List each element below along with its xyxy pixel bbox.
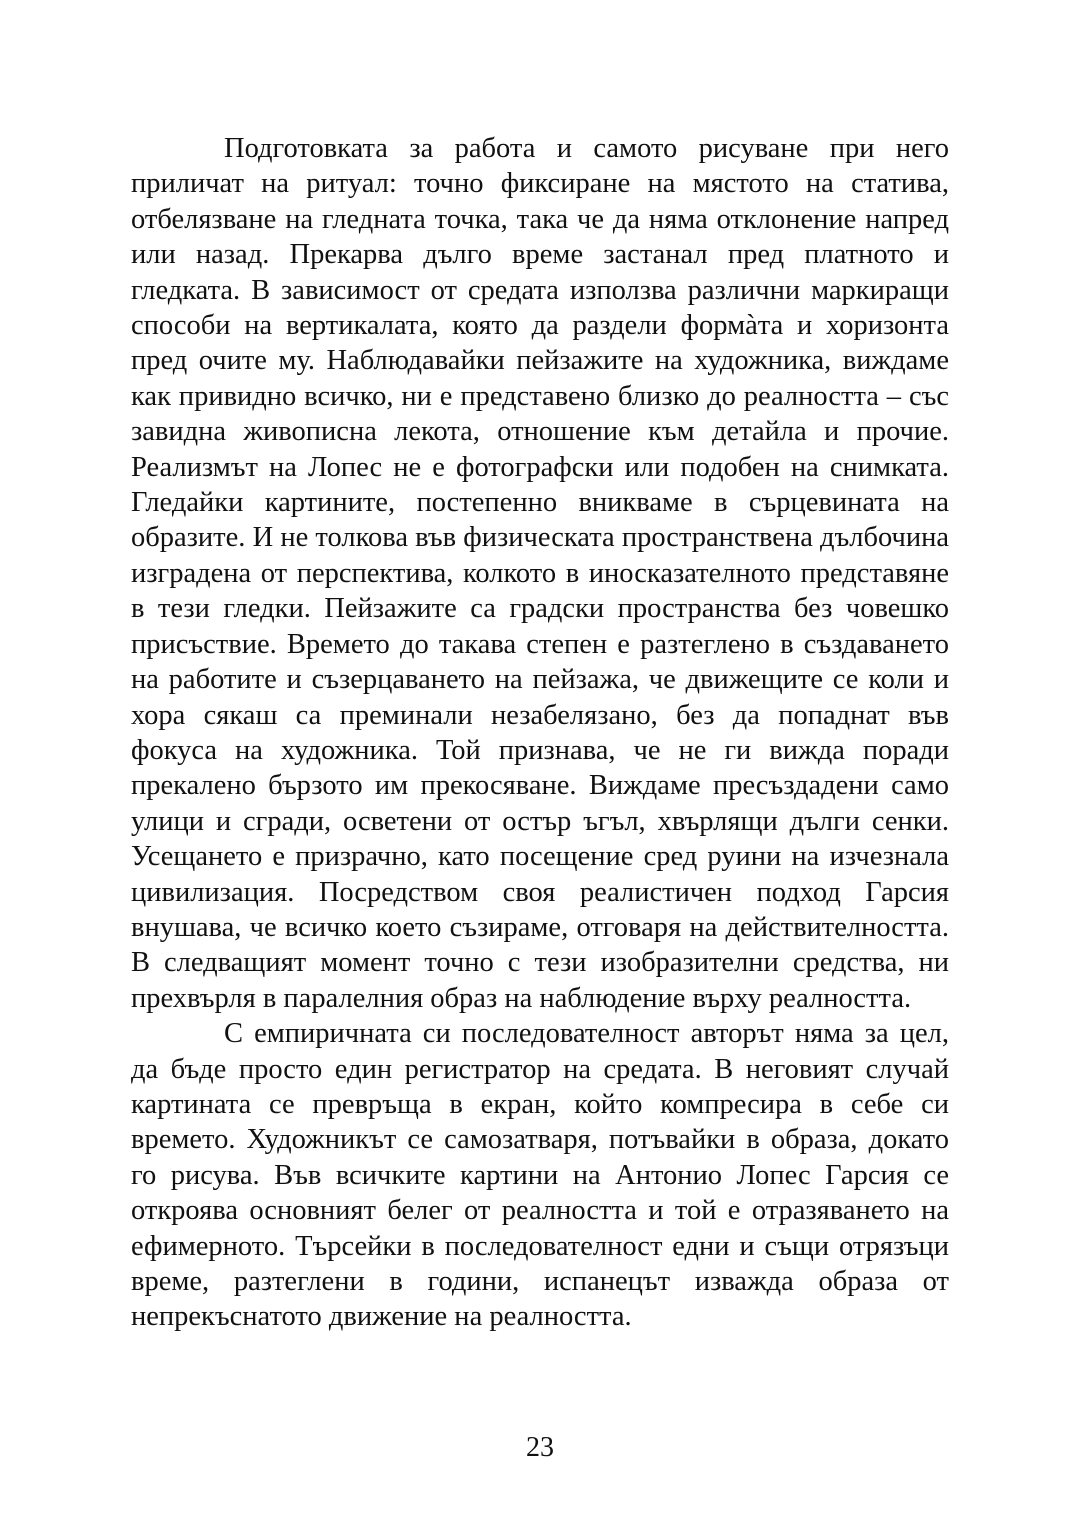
page-number: 23 [526, 1432, 554, 1463]
paragraph-2: С емпиричната си последователност авторът няма за цел, да бъде просто един регистратор на средата. В неговият случай картината се превръща в екран, който компресира в себе си времето. Художникът се самозатваря, потъвайки в образа, докато го рисува. Във всичките картини на Антонио Лопес Гарсия се откроява основният белег от реалността и той е отразяването на ефимерното. Търсейки в последователност едни и същи отрязъци време, разтеглени в години, испанецът изважда образа от непрекъснатото движение на реалността. [131, 1018, 949, 1333]
paragraph-1: Подготовката за работа и самото рисуване при него приличат на ритуал: точно фиксиране на мястото на статива, отбелязване на гледната точка, така че да няма отклонение напред или назад. Прекарва дълго време застанал пред платното и гледката. В зависимост от средата използва различни маркиращи способи на вертикалата, която да раздели формàта и хоризонта пред очите му. Наблюдавайки пейзажите на художника, виждаме как привидно всичко, ни е представено близко до реалността – със завидна живописна лекота, отношение към детайла и прочие. Реализмът на Лопес не е фотографски или подобен на снимката. Гледайки картините, постепенно вникваме в сърцевината на образите. И не толкова във физическата пространствена дълбочина изградена от перспектива, колкото в иносказателното представяне в тези гледки. Пейзажите са градски пространства без човешко присъствие. Времето до такава степен е разтеглено в създаването на работите и съзерцаването на пейзажа, че движещите се коли и хора сякаш са преминали незабелязано, без да попаднат във фокуса на художника. Той признава, че не ги вижда поради прекалено бързото им прекосяване. Виждаме пресъздадени само улици и сгради, осветени от остър ъгъл, хвърлящи дълги сенки. Усещането е призрачно, като посещение сред руини на изчезнала цивилизация. Посредством своя реалистичен подход Гарсия внушава, че всичко което съзираме, отговаря на действителността. В следващият момент точно с тези изобразителни средства, ни прехвърля в паралелния образ на наблюдение върху реалността. [131, 133, 949, 1014]
body-text [131, 131, 949, 1335]
